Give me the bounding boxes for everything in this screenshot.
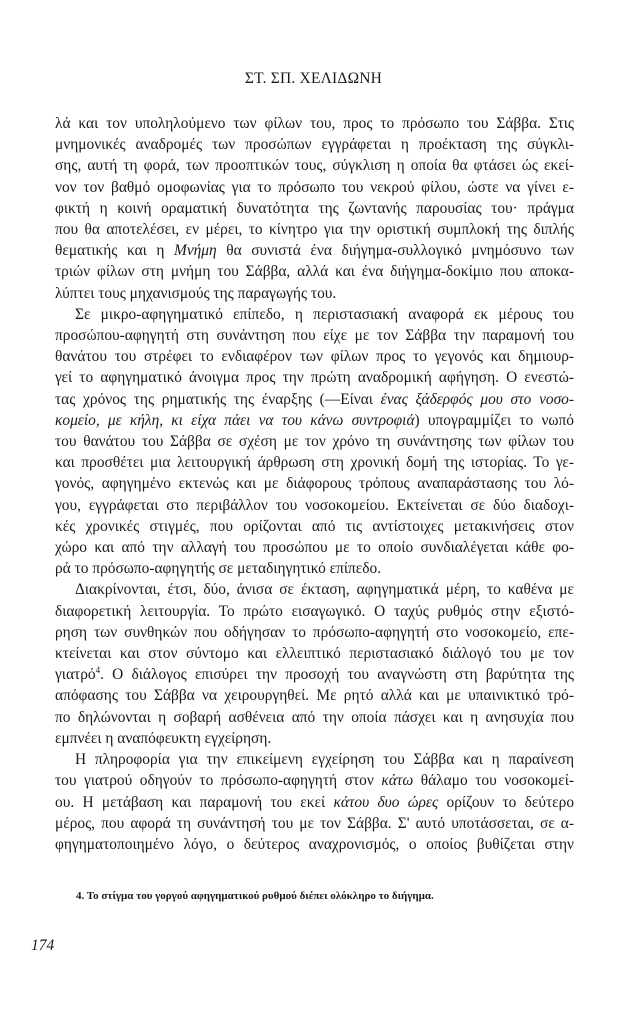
text-line: φικτή η κοινή οραματική δυνατότητα της ζωντανής παρουσίας του· πράγμα (55, 199, 574, 217)
text-line: νον τον βαθμό ομοφωνίας για το πρόσωπο του νεκρού φίλου, ώστε να γίνει ε- (55, 178, 574, 196)
text-run: του γιατρού οδηγούν το πρόσωπο-αφηγητή στον (55, 772, 382, 790)
text-line: γονός, αφηγημένο εκτενώς και με διάφορους τρόπους αναπαράστασης του λό- (55, 475, 574, 493)
text-line (55, 770, 574, 791)
paragraph (55, 579, 574, 749)
text-line: τριών φίλων στη μνήμη του Σάββα, αλλά και ένα διήγημα-δοκίμιο που αποκα- (55, 263, 574, 281)
text-line (55, 792, 574, 813)
text-line: Η πληροφορία για την επικείμενη εγχείρηση του Σάββα και η παραίνεση (75, 751, 574, 769)
running-head: ΣΤ. ΣΠ. ΧΕΛΙΔΩΝΗ (244, 70, 383, 87)
text-line: που θα αποτελέσει, εν μέρει, το κίνητρο για την οριστική συμπλοκή της διπλής (55, 221, 574, 239)
text-run: γιατρό (55, 666, 96, 684)
text-line: εμπνέει η αναπόφευκτη εγχείρηση. (55, 729, 272, 747)
text-line: μέρος, που αφορά τη συνάντησή του με τον Σάββα. Σ' αυτό υποτάσσεται, σε α- (55, 814, 574, 832)
footnote-ref[interactable]: 4 (95, 665, 101, 676)
text-line: λύπτει τους μηχανισμούς της παραγωγής του. (55, 284, 337, 302)
text-line (55, 389, 574, 410)
text-line: γου, εγγράφεται στο περιβάλλον του νοσοκομείου. Εκτείνεται σε δύο διαδοχι- (55, 496, 574, 514)
text-line: γεί το αφηγηματικό άνοιγμα προς την πρώτη αναδρομική αφήγηση. Ο ενεστώ- (55, 369, 574, 387)
text-run: θάλαμο του νοσοκομεί- (413, 772, 574, 790)
italic-title: Μνήμη (174, 242, 217, 260)
text-line: προσώπου-αφηγητή στη συνάντηση που είχε με τον Σάββα την παραμονή του (55, 327, 574, 345)
text-line: μνημονικές αναδρομές των προσώπων εγγράφεται η προέκταση της σύγκλι- (55, 136, 574, 154)
text-run: θεματικής και η (55, 242, 174, 260)
text-line: Σε μικρο-αφηγηματικό επίπεδο, η περιστασιακή αναφορά εκ μέρους του (75, 305, 574, 323)
text-line: και προσθέτει μια λειτουργική άρθρωση στη χρονική δομή της ιστορίας. Το γε- (55, 454, 574, 472)
paragraph (55, 113, 574, 304)
text-line: Διακρίνονται, έτσι, δύο, άνισα σε έκταση, αφηγηματικά μέρη, το καθένα με (75, 581, 574, 599)
italic-word: κάτω (381, 772, 414, 790)
text-line: ρηση των συνθηκών που οδήγησαν το πρόσωπο-αφηγητή στο νοσοκομείο, επε- (55, 623, 574, 641)
page-number: 174 (31, 937, 55, 954)
text-line: ρά το πρόσωπο-αφηγητής σε μεταδιηγητικό επίπεδο. (55, 560, 382, 578)
text-line: κτείνεται και στον σύντομο και ελλειπτικό περιστασιακό διάλογό του με τον (55, 645, 574, 663)
text-line: απόφασης του Σάββα να χειρουργηθεί. Με ρητό αλλά και με υπαινικτικό τρό- (55, 687, 574, 705)
text-line (55, 664, 574, 685)
footnote: 4. Το στίγμα του γοργού αφηγηματικού ρυθμού διέπει ολόκληρο το διήγημα. (76, 890, 434, 902)
text-line: σης, αυτή τη φορά, των προοπτικών τους, σύγκλιση η οποία θα φτάσει ώς εκεί- (55, 157, 574, 175)
text-line: πο δηλώνονται η σοβαρή ασθένεια από την οποία πάσχει και η ανησυχία που (55, 708, 574, 726)
text-run: . Ο διάλογος επισύρει την προσοχή του αναγνώστη στη βαρύτητα της (100, 666, 574, 684)
italic-phrase: κάτου δυο ώρες (333, 793, 439, 811)
text-line (55, 240, 574, 261)
paragraph (55, 304, 574, 580)
italic-quote: ένας ξάδερφός μου στο νοσο- (380, 390, 574, 408)
italic-quote: κομείο, με κήλη, κι είχα πάει να του κάνω συντροφιά (55, 411, 415, 429)
text-line: κές χρονικές στιγμές, που ορίζονται από τις αντίστοιχες μετακινήσεις στον (55, 517, 574, 535)
text-line: λά και τον υποληλούμενο των φίλων του, προς το πρόσωπο του Σάββα. Στις (55, 115, 574, 132)
text-run: ορίζουν το δεύτερο (438, 793, 575, 811)
text-line: χώρο και από την αλλαγή του προσώπου με το οποίο συνδιαλέγεται κάθε φο- (55, 539, 574, 557)
text-run: ) υπογραμμίζει το νωπό (414, 411, 575, 429)
paragraph (55, 749, 574, 855)
text-run: θα συνιστά ένα διήγημα-συλλογικό μνημόσυνο των (216, 242, 574, 260)
text-line: διαφορετική λειτουργία. Το πρώτο εισαγωγικό. Ο ταχύς ρυθμός στην εξιστό- (55, 602, 574, 620)
text-line: θανάτου του στρέφει το ενδιαφέρον των φίλων προς το γεγονός και δημιουρ- (55, 348, 574, 366)
text-line: του θανάτου του Σάββα σε σχέση με τον χρόνο τη συνάντησης των φίλων του (55, 433, 574, 451)
text-line (55, 410, 574, 431)
body-text (55, 113, 574, 855)
text-run: τας χρόνος της ρηματικής της έναρξης (—Είναι (55, 390, 381, 408)
text-line: φηγηματοποιημένο λόγο, ο δεύτερος αναχρονισμός, ο οποίος βυθίζεται στην (55, 835, 574, 853)
text-run: ου. Η μετάβαση και παραμονή του εκεί (55, 793, 334, 811)
